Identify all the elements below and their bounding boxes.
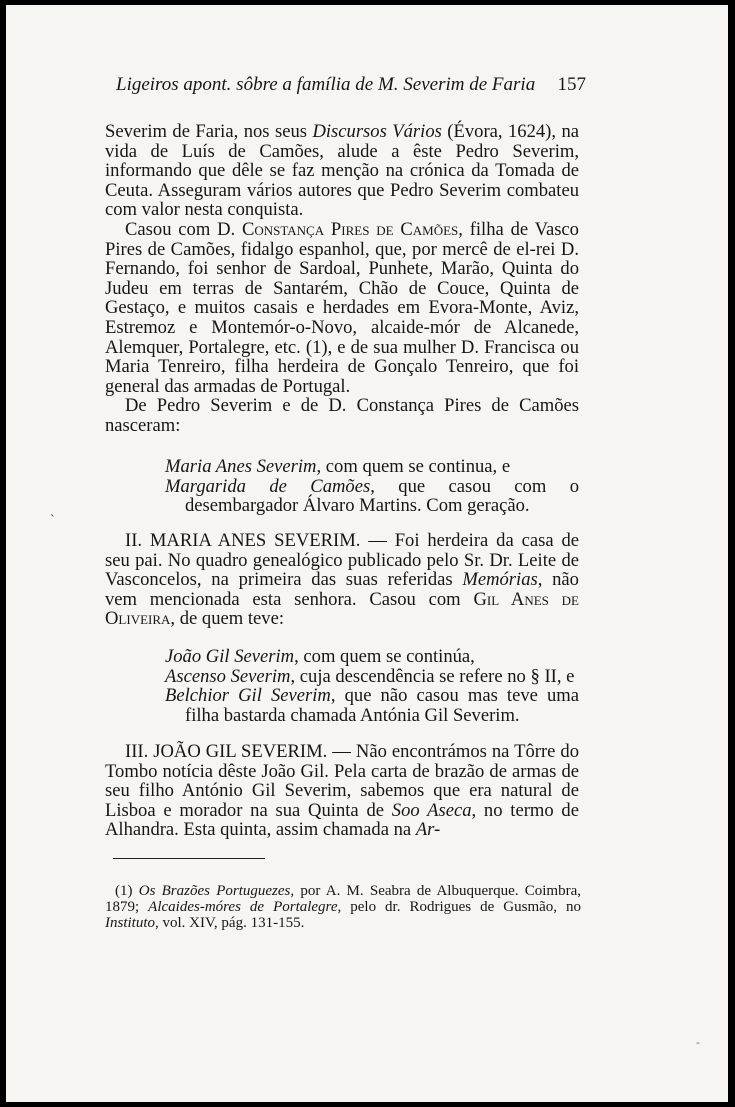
list-item: Maria Anes Severim, com quem se continua, e	[165, 456, 511, 477]
list-item: Ascenso Severim, cuja descendência se refere no § II, e	[165, 665, 575, 687]
running-header	[116, 74, 586, 96]
paragraph-1: Severim de Faria, nos seus Discursos Vários (Évora, 1624), na vida de Luís de Camões, alude a êste Pedro Severim, informando que dêle se faz menção na crónica da Tomada de Ceuta. Asseguram vários autores que Pedro Severim combateu com valor nesta conquista.	[105, 121, 579, 221]
list-item: João Gil Severim, com quem se continúa,	[165, 646, 475, 667]
footnote	[105, 883, 581, 931]
opening-text	[105, 122, 579, 436]
paragraph-3: De Pedro Severim e de D. Constança Pires de Camões nasceram:	[105, 395, 579, 436]
children-list-1	[105, 457, 579, 516]
footnote-rule	[113, 858, 265, 859]
margin-mark: -	[696, 1035, 700, 1049]
header-title: Ligeiros apont. sôbre a família de M. Severim de Faria	[116, 74, 536, 95]
margin-mark: `	[50, 513, 55, 528]
section-3-text: III. JOÃO GIL SEVERIM. — Não encontrámos na Tôrre do Tombo notícia dêste João Gil. Pela carta de brazão de armas de seu filho António Gil Severim, sabemos que era natural de Lisboa e morador na sua Quinta de Soo Aseca, no termo de Alhandra. Esta quinta, assim chamada na Ar-	[105, 741, 579, 841]
paragraph-2: Casou com D. Constança Pires de Camões, filha de Vasco Pires de Camões, fidalgo espanhol, que, por mercê de el-rei D. Fernando, foi senhor de Sardoal, Punhete, Marão, Quinta do Judeu em terras de Santarém, Chão de Couce, Quinta de Gestaço, e muitos casais e herdades em Evora-Monte, Aviz, Estremoz e Montemór-o-Novo, alcaide-mór de Alcanede, Alemquer, Portalegre, etc. (1), e de sua mulher D. Francisca ou Maria Tenreiro, filha herdeira de Gonçalo Tenreiro, que foi general das armadas de Portugal.	[105, 218, 579, 397]
section-2-text: II. MARIA ANES SEVERIM. — Foi herdeira da casa de seu pai. No quadro genealógico publicado pelo Sr. Dr. Leite de Vasconcelos, na primeira das suas referidas Memórias, não vem mencionada esta senhora. Casou com Gil Anes de Oliveira, de quem teve:	[105, 530, 579, 630]
children-list-2	[105, 647, 579, 725]
footnote-text: (1) Os Brazões Portuguezes, por A. M. Seabra de Albuquerque. Coimbra, 1879; Alcaides-móres de Portalegre, pelo dr. Rodrigues de Gusmão, no Instituto, vol. XIV, pág. 131-155.	[105, 883, 582, 931]
list-item: Belchior Gil Severim, que não casou mas teve uma filha bastarda chamada Antónia Gil Severim.	[165, 685, 580, 726]
page-number: 157	[557, 74, 586, 95]
list-item: Margarida de Camões, que casou com o desembargador Álvaro Martins. Com geração.	[165, 475, 580, 517]
section-2	[105, 531, 579, 629]
book-page	[6, 5, 728, 1102]
section-3	[105, 742, 579, 840]
